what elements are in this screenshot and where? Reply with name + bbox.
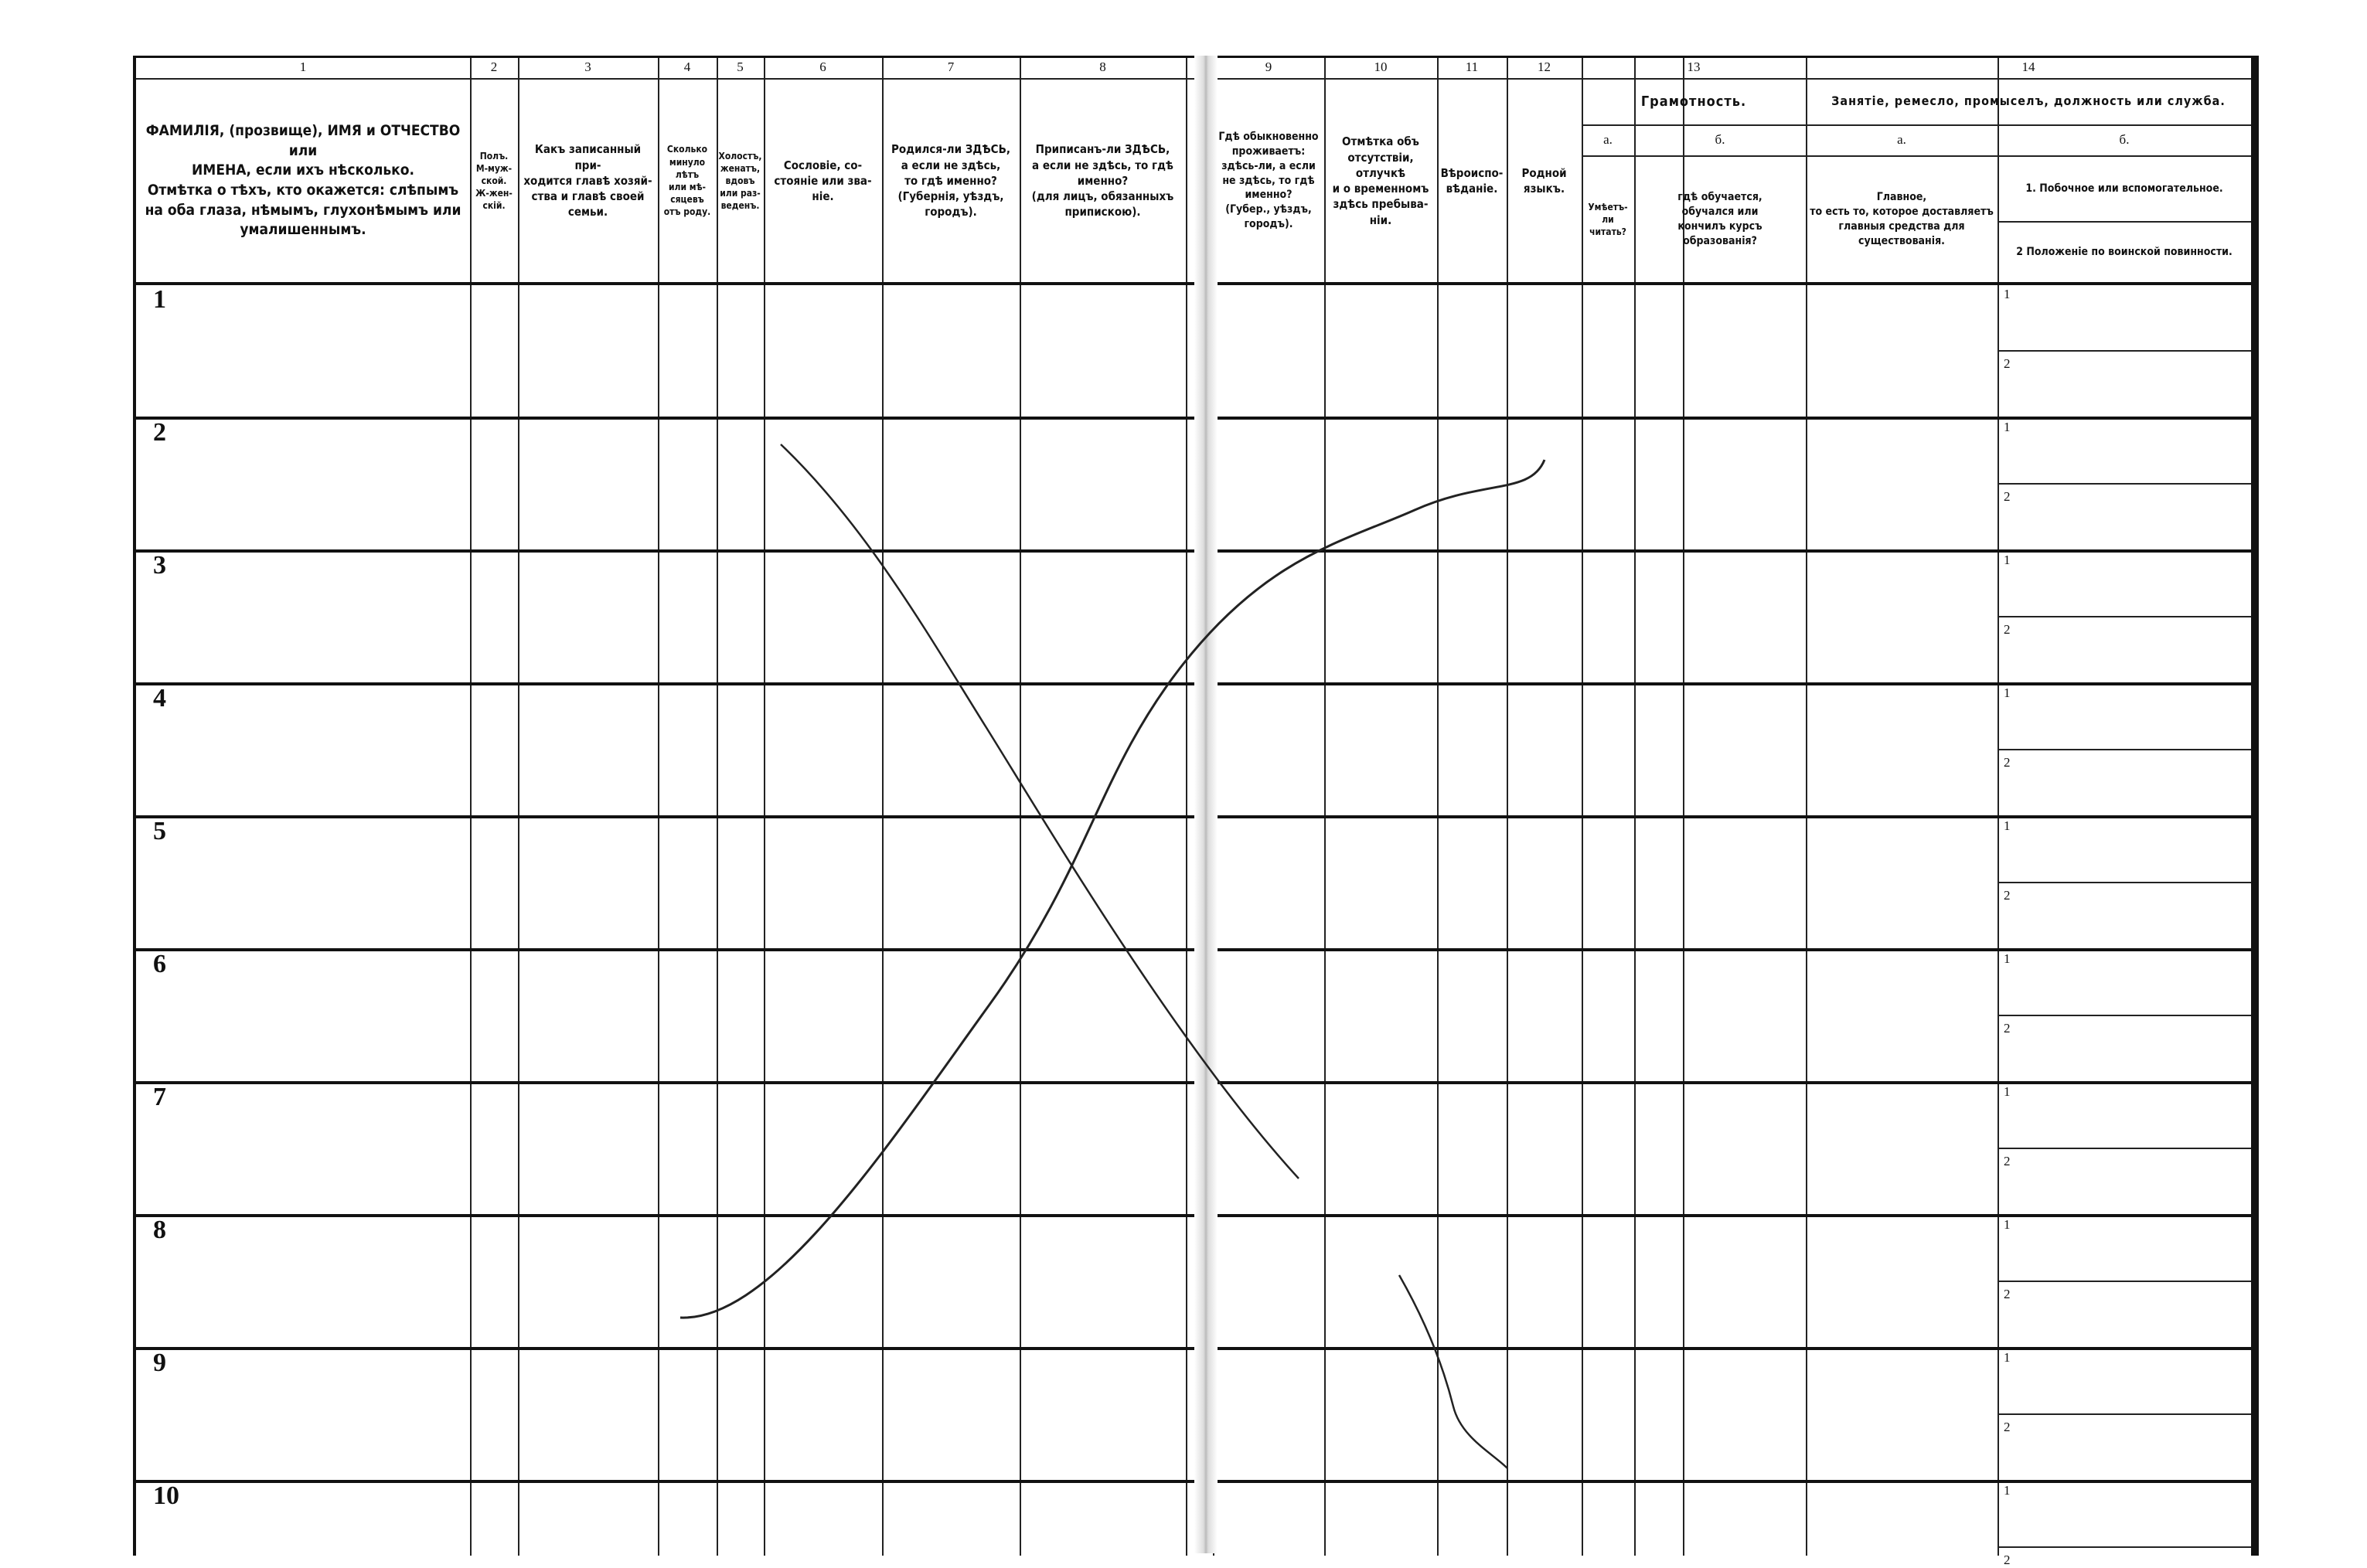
header-education: гдѣ обучается, обучался или кончилъ курсъ образованія?: [1677, 191, 1762, 247]
column-number: 4: [683, 60, 691, 74]
sub-row-label: 2: [2004, 1420, 2011, 1434]
column-number: 10: [1374, 60, 1388, 74]
column-number: 1: [299, 60, 307, 74]
row-number: 2: [153, 418, 166, 447]
sub-row-label: 2: [2004, 1154, 2011, 1168]
column-number: 9: [1265, 60, 1272, 74]
header-can-read: Умѣетъ- ли читать?: [1588, 201, 1628, 238]
header-literacy-a-letter: а.: [1603, 132, 1613, 147]
header-side-occupation: 1. Побочное или вспомогательное.: [2025, 182, 2223, 196]
column-number: 7: [947, 60, 955, 74]
sub-row-label: 2: [2004, 489, 2011, 504]
row-number: 4: [153, 684, 166, 713]
sub-row-label: 1: [2004, 951, 2011, 966]
column-number: 8: [1099, 60, 1106, 74]
sub-row-label: 2: [2004, 622, 2011, 637]
header-literacy-b-letter: б.: [1715, 132, 1725, 147]
sub-row-label: 1: [2004, 553, 2011, 567]
header-religion: Вѣроиспо- вѣданіе.: [1440, 165, 1504, 196]
column-number: 2: [490, 60, 498, 74]
sub-row-label: 1: [2004, 420, 2011, 434]
column-number: 6: [819, 60, 826, 74]
header-occupation-b-letter: б.: [2119, 132, 2130, 147]
column-number: 14: [2021, 60, 2035, 74]
row-number: 9: [153, 1349, 166, 1377]
header-military-status: 2 Положеніе по воинской повинности.: [2016, 246, 2232, 259]
header-main-occupation: Главное, то есть то, которое доставляетъ главныя средства для существованія.: [1810, 191, 1994, 247]
header-residence: Гдѣ обыкновенно проживаетъ: здѣсь-ли, а если не здѣсь, то гдѣ именно? (Губер., уѣздъ, городъ).: [1218, 130, 1319, 231]
header-occupation-group: Занятіе, ремесло, промыселъ, должность или служба.: [1831, 94, 2226, 108]
header-occupation-a-letter: а.: [1897, 132, 1906, 147]
sub-row-label: 1: [2004, 1350, 2011, 1365]
row-number: 10: [153, 1481, 179, 1510]
sub-row-label: 2: [2004, 1287, 2011, 1301]
column-number: 5: [737, 60, 744, 74]
row-number: 7: [153, 1083, 166, 1111]
header-registration: Приписанъ-ли ЗДѢСЬ, а если не здѣсь, то гдѣ именно? (для лицъ, обязанныхъ припискою).: [1031, 142, 1174, 219]
sub-row-label: 2: [2004, 1553, 2011, 1567]
header-age: Сколько минуло лѣтъ или мѣ- сяцевъ отъ роду.: [663, 144, 711, 218]
pen-stroke: [1399, 1275, 1507, 1468]
sub-row-label: 2: [2004, 356, 2011, 371]
sub-row-label: 1: [2004, 1084, 2011, 1099]
column-number: 13: [1687, 60, 1701, 74]
sub-row-label: 2: [2004, 888, 2011, 903]
sub-row-label: 2: [2004, 755, 2011, 770]
header-absence: Отмѣтка объ отсутствіи, отлучкѣ и о временномъ здѣсь пребыва- ніи.: [1332, 134, 1429, 227]
header-literacy-group: Грамотность.: [1640, 94, 1747, 110]
column-number: 3: [584, 60, 591, 74]
sub-row-label: 1: [2004, 287, 2011, 301]
row-number: 8: [153, 1216, 166, 1244]
header-language: Родной языкъ.: [1521, 165, 1567, 196]
header-estate: Сословіе, со- стояніе или зва- ніе.: [774, 158, 872, 204]
column-number: 11: [1465, 60, 1479, 74]
column-number: 12: [1538, 60, 1551, 74]
sub-row-label: 1: [2004, 1217, 2011, 1232]
row-number: 1: [153, 285, 166, 314]
row-number: 6: [153, 950, 166, 978]
header-name: ФАМИЛІЯ, (прозвище), ИМЯ и ОТЧЕСТВО или ИМЕНА, если ихъ нѣсколько. Отмѣтка о тѣхъ, кто окажется: слѣпымъ на оба глаза, нѣмымъ, глухонѣмымъ или умалишеннымъ.: [145, 122, 461, 239]
sub-row-label: 1: [2004, 818, 2011, 833]
sub-row-label: 1: [2004, 1483, 2011, 1498]
header-marital: Холостъ, женатъ, вдовъ или раз- веденъ.: [718, 150, 762, 212]
pen-stroke: [680, 460, 1545, 1318]
row-number: 3: [153, 551, 166, 580]
pen-stroke: [781, 444, 1299, 1179]
sub-row-label: 2: [2004, 1021, 2011, 1036]
header-relation: Какъ записанный при- ходится главѣ хозяй- ства и главѣ своей семьи.: [523, 142, 652, 219]
row-number: 5: [153, 817, 166, 845]
header-birthplace: Родился-ли ЗДѢСЬ, а если не здѣсь, то гдѣ именно? (Губернія, уѣздъ, городъ).: [891, 142, 1010, 219]
header-sex: Полъ. М-муж- ской. Ж-жен- скій.: [475, 150, 513, 212]
sub-row-label: 1: [2004, 685, 2011, 700]
